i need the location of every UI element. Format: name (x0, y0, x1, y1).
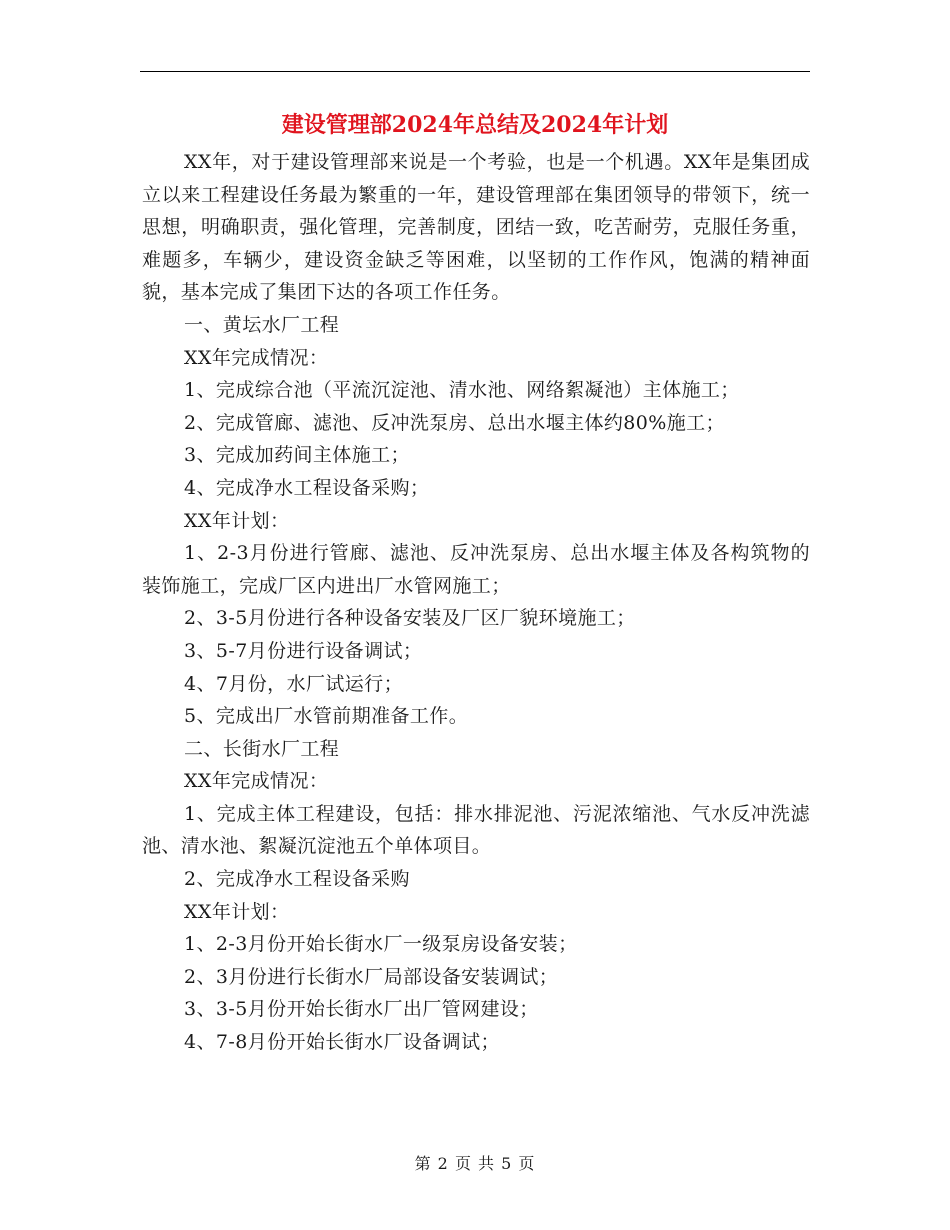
list-item: 2、完成管廊、滤池、反冲洗泵房、总出水堰主体约80%施工； (184, 411, 725, 434)
list-item: 1、完成综合池（平流沉淀池、清水池、网络絮凝池）主体施工； (184, 379, 740, 402)
subheading-completion: XX年完成情况： (184, 346, 329, 369)
list-item: 4、7-8月份开始长街水厂设备调试； (184, 1031, 500, 1054)
list-item: 2、3月份进行长街水厂局部设备安装调试； (184, 965, 559, 988)
section-heading-huangtan: 一、黄坛水厂工程 (184, 313, 340, 336)
list-item: 3、3-5月份开始长街水厂出厂管网建设； (184, 998, 539, 1021)
section-heading-changjie: 二、长街水厂工程 (184, 737, 340, 760)
subheading-completion: XX年完成情况： (184, 770, 329, 793)
list-item: 4、7月份，水厂试运行； (184, 672, 403, 695)
document-body (142, 146, 810, 1059)
list-item: 1、2-3月份进行管廊、滤池、反冲洗泵房、总出水堰主体及各构筑物的装饰施工，完成厂区内进出厂水管网施工； (142, 542, 810, 597)
list-item: 1、完成主体工程建设，包括：排水排泥池、污泥浓缩池、气水反冲洗滤池、清水池、絮凝沉淀池五个单体项目。 (142, 802, 810, 858)
page-number: 第 2 页 共 5 页 (414, 1154, 536, 1173)
subheading-plan: XX年计划： (184, 509, 290, 532)
list-item: 2、3-5月份进行各种设备安装及厂区厂貌环境施工； (184, 607, 636, 630)
list-item: 3、5-7月份进行设备调试； (184, 639, 423, 662)
subheading-plan: XX年计划： (184, 900, 290, 923)
list-item: 3、完成加药间主体施工； (184, 444, 410, 467)
list-item: 4、完成净水工程设备采购； (184, 476, 430, 499)
list-item: 1、2-3月份开始长街水厂一级泵房设备安装； (184, 933, 578, 956)
header-rule (140, 71, 810, 72)
list-item: 2、完成净水工程设备采购 (184, 868, 410, 891)
list-item: 5、完成出厂水管前期准备工作。 (184, 705, 469, 728)
document-title: 建设管理部2024年总结及2024年计划 (281, 112, 669, 138)
paragraph-intro: XX年，对于建设管理部来说是一个考验，也是一个机遇。XX年是集团成立以来工程建设任务最为繁重的一年，建设管理部在集团领导的带领下，统一思想，明确职责，强化管理，完善制度，团结一致，吃苦耐劳，克服任务重，难题多，车辆少，建设资金缺乏等困难，以坚韧的工作作风，饱满的精神面貌，基本完成了集团下达的各项工作任务。 (142, 151, 810, 304)
